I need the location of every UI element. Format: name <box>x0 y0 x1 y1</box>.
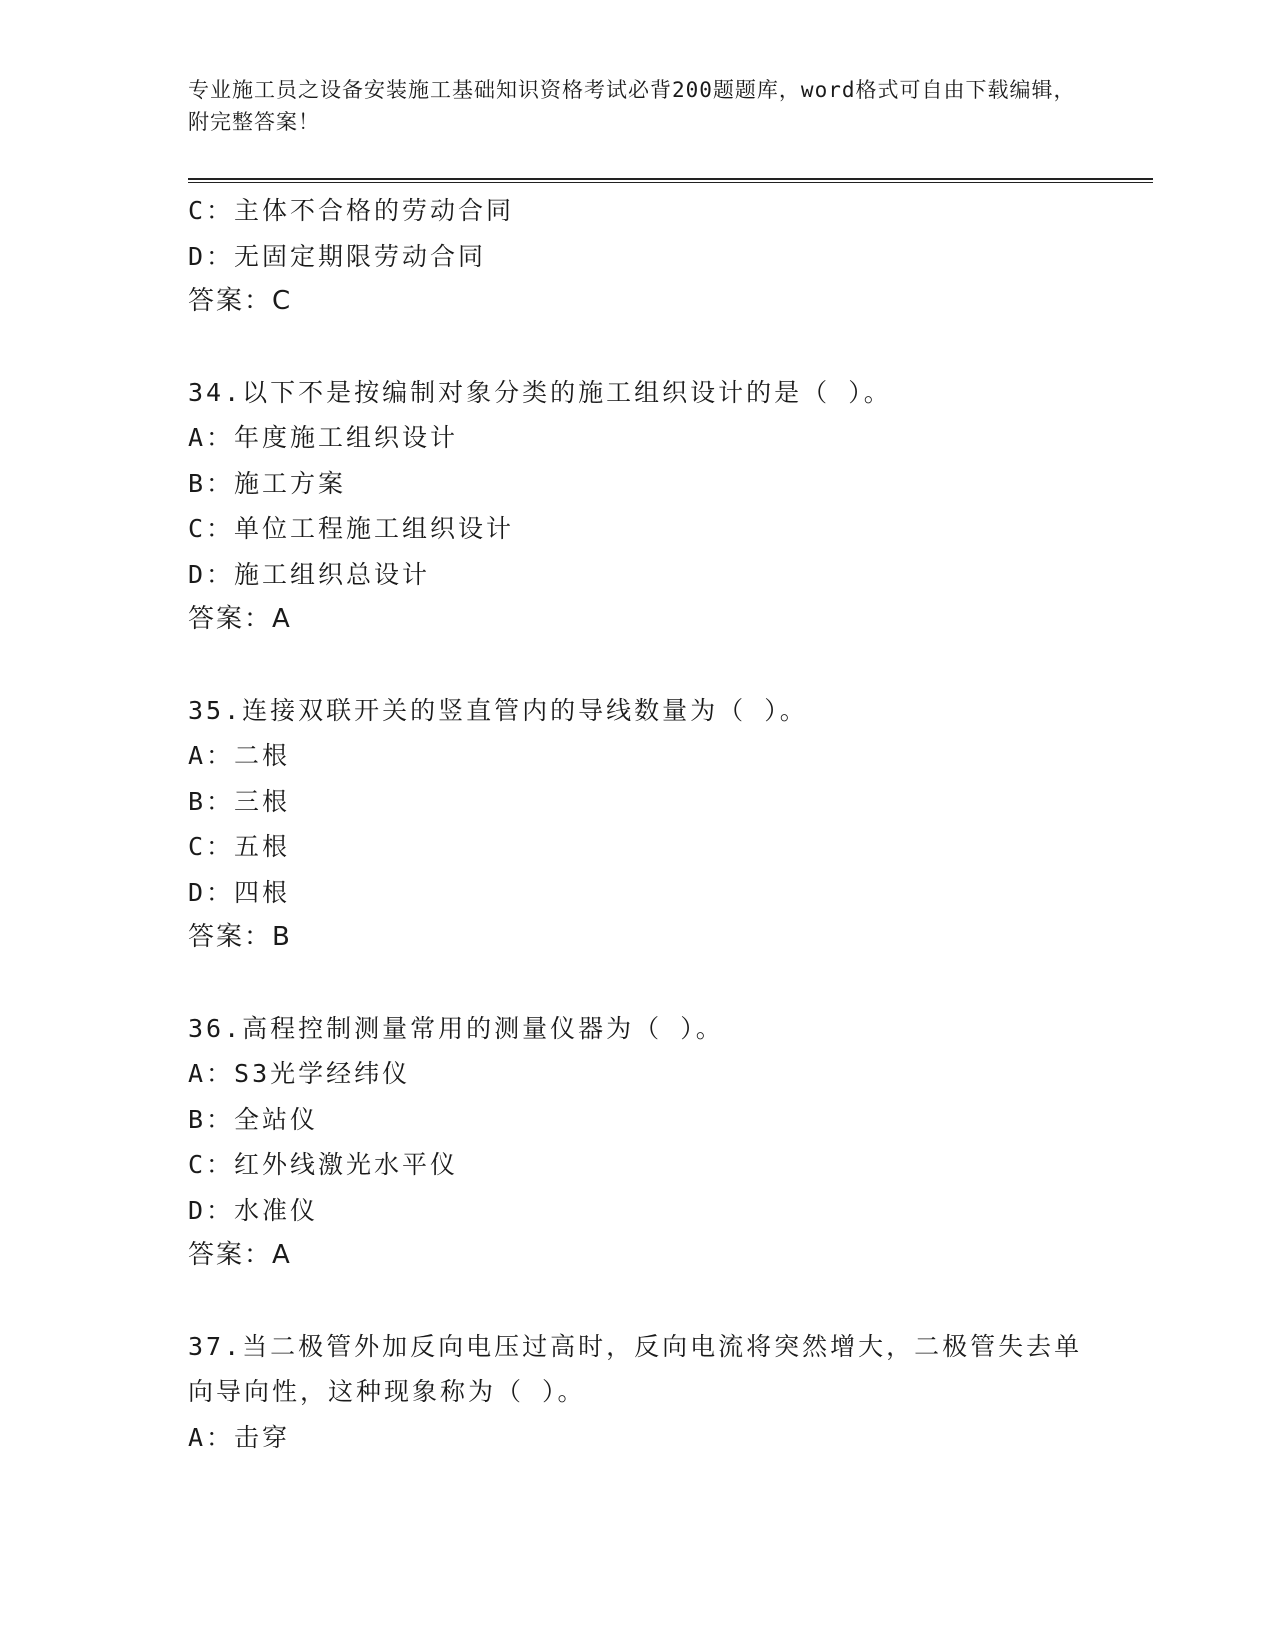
option-d: D：无固定期限劳动合同 <box>188 241 487 271</box>
question-block-37 <box>188 1324 1088 1461</box>
spacer <box>188 643 1088 688</box>
option-b: B：全站仪 <box>188 1104 319 1134</box>
page-header <box>188 74 1088 138</box>
spacer <box>188 325 1088 370</box>
question-text: 37.当二极管外加反向电压过高时，反向电流将突然增大，二极管失去单向导向性，这种现象称为（ ）。 <box>188 1331 1083 1406</box>
answer: 答案：B <box>188 922 292 952</box>
question-block-36 <box>188 1006 1088 1279</box>
option-b: B：三根 <box>188 786 291 816</box>
header-divider <box>188 178 1153 183</box>
spacer <box>188 961 1088 1006</box>
question-block-34 <box>188 370 1088 643</box>
question-text: 35.连接双联开关的竖直管内的导线数量为（ ）。 <box>188 695 808 725</box>
option-d: D：水准仪 <box>188 1195 319 1225</box>
answer: 答案：A <box>188 604 292 634</box>
option-a: A：S3光学经纬仪 <box>188 1059 411 1088</box>
option-d: D：四根 <box>188 877 291 907</box>
question-text: 36.高程控制测量常用的测量仪器为（ ）。 <box>188 1013 724 1043</box>
option-b: B：施工方案 <box>188 468 347 498</box>
question-list <box>188 188 1088 1460</box>
option-d: D：施工组织总设计 <box>188 559 431 589</box>
spacer <box>188 1279 1088 1324</box>
question-block-35 <box>188 688 1088 961</box>
question-block-33 <box>188 188 1088 325</box>
option-a: A：击穿 <box>188 1422 291 1452</box>
option-a: A：二根 <box>188 741 291 770</box>
document-title: 专业施工员之设备安装施工基础知识资格考试必背200题题库，word格式可自由下载编辑，附完整答案！ <box>188 78 1076 134</box>
question-text: 34.以下不是按编制对象分类的施工组织设计的是（ ）。 <box>188 377 892 407</box>
answer: 答案：A <box>188 1240 292 1270</box>
option-c: C：单位工程施工组织设计 <box>188 514 515 543</box>
option-c: C：五根 <box>188 832 291 861</box>
option-a: A：年度施工组织设计 <box>188 423 459 452</box>
answer: 答案：C <box>188 286 293 316</box>
option-c: C：红外线激光水平仪 <box>188 1150 459 1179</box>
option-c: C：主体不合格的劳动合同 <box>188 196 515 225</box>
